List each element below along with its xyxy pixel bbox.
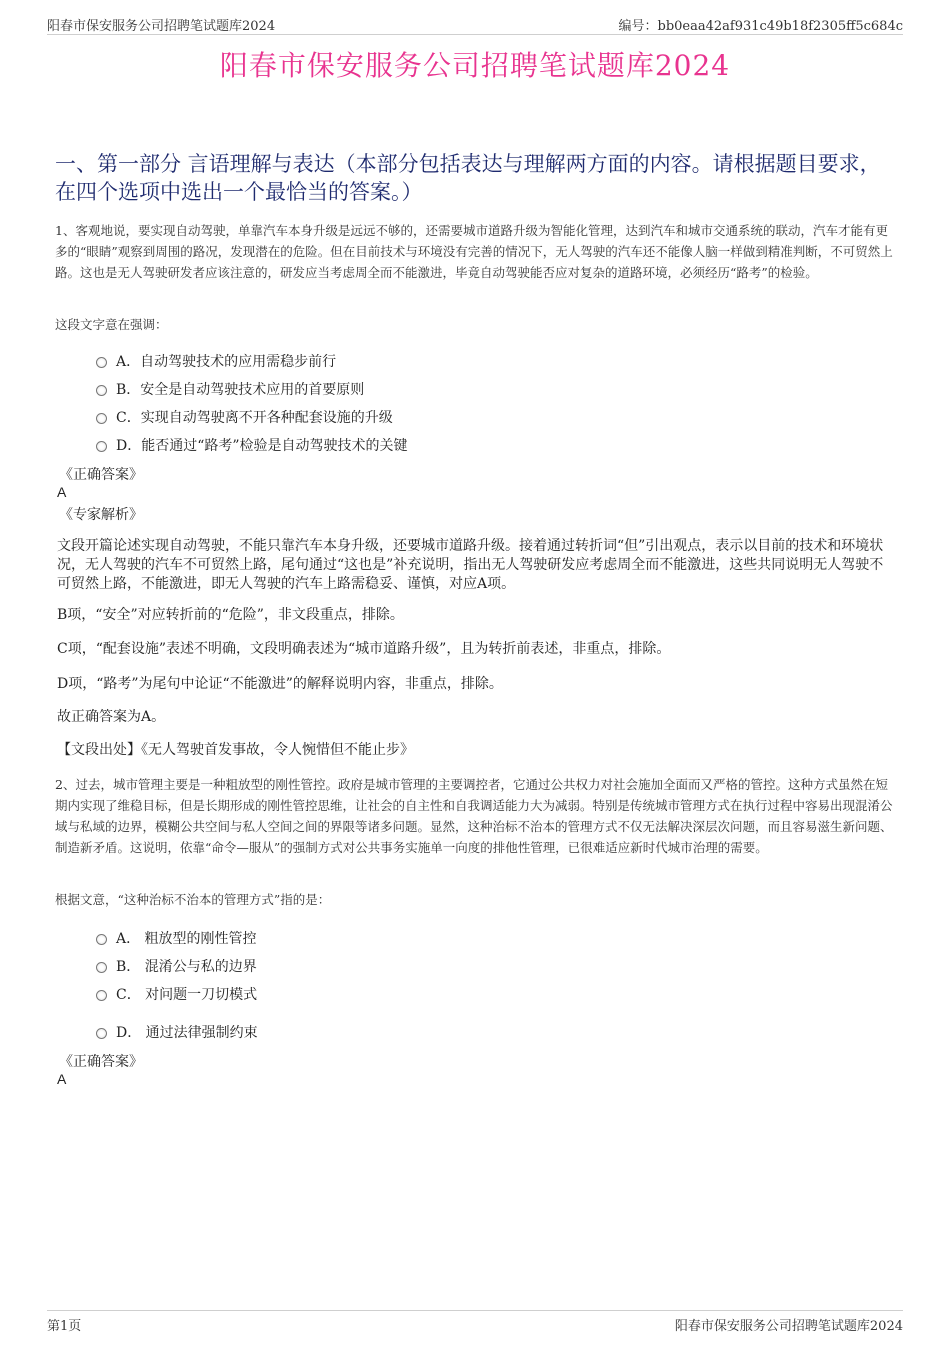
option-label: A． 粗放型的刚性管控 bbox=[116, 931, 257, 947]
header-left-title: 阳春市保安服务公司招聘笔试题库2024 bbox=[47, 19, 276, 34]
q1-option-d[interactable] bbox=[96, 435, 408, 455]
q2-option-c[interactable] bbox=[96, 984, 257, 1004]
option-label: D． 通过法律强制约束 bbox=[116, 1025, 258, 1041]
radio-icon[interactable] bbox=[96, 441, 107, 452]
section-heading: 一、第一部分 言语理解与表达（本部分包括表达与理解两方面的内容。请根据题目要求，在四个选项中选出一个最恰当的答案。） bbox=[55, 152, 881, 204]
q2-option-a[interactable] bbox=[96, 928, 257, 948]
q1-answer: A bbox=[57, 484, 67, 500]
option-label: B． 混淆公与私的边界 bbox=[116, 959, 257, 975]
q1-option-b[interactable] bbox=[96, 379, 364, 399]
q1-analysis-label: 《专家解析》 bbox=[59, 507, 143, 523]
footer-page-number: 第1页 bbox=[47, 1319, 82, 1334]
footer-title: 阳春市保安服务公司招聘笔试题库2024 bbox=[674, 1319, 903, 1334]
radio-icon[interactable] bbox=[96, 385, 107, 396]
page-header bbox=[47, 14, 903, 35]
header-document-id: 编号：bb0eaa42af931c49b18f2305ff5c684c bbox=[618, 19, 903, 34]
radio-icon[interactable] bbox=[96, 990, 107, 1001]
q1-source: 【文段出处】《无人驾驶首发事故，令人惋惜但不能止步》 bbox=[57, 742, 414, 758]
q1-analysis-paragraph: D项，“路考”为尾句中论证“不能激进”的解释说明内容，非重点，排除。 bbox=[57, 676, 503, 692]
radio-icon[interactable] bbox=[96, 357, 107, 368]
q2-answer-label: 《正确答案》 bbox=[59, 1054, 143, 1070]
q1-option-c[interactable] bbox=[96, 407, 393, 427]
q2-answer: A bbox=[57, 1071, 67, 1087]
radio-icon[interactable] bbox=[96, 1028, 107, 1039]
question-2-ask: 根据文意，“这种治标不治本的管理方式”指的是： bbox=[55, 892, 331, 907]
option-label: A．自动驾驶技术的应用需稳步前行 bbox=[116, 354, 337, 370]
q1-analysis-paragraph: 故正确答案为A。 bbox=[57, 709, 166, 725]
q2-option-b[interactable] bbox=[96, 956, 257, 976]
q2-option-d[interactable] bbox=[96, 1022, 258, 1042]
question-1-ask: 这段文字意在强调： bbox=[55, 317, 168, 332]
q1-analysis-paragraph: B项，“安全”对应转折前的“危险”，非文段重点，排除。 bbox=[57, 607, 404, 623]
q1-answer-label: 《正确答案》 bbox=[59, 467, 143, 483]
option-label: B．安全是自动驾驶技术应用的首要原则 bbox=[116, 382, 365, 398]
radio-icon[interactable] bbox=[96, 934, 107, 945]
q1-analysis-paragraph: 文段开篇论述实现自动驾驶，不能只靠汽车本身升级，还要城市道路升级。接着通过转折词“但”引出观点，表示以目前的技术和环境状况，无人驾驶的汽车不可贸然上路，尾句通过“这也是”补充说明，指出无人驾驶研发应考虑周全而不能激进，这些共同说明无人驾驶不可贸然上路，不能激进，即无人驾驶的汽车上路需稳妥、谨慎，对应A项。 bbox=[57, 538, 884, 592]
option-label: C．实现自动驾驶离不开各种配套设施的升级 bbox=[116, 410, 393, 426]
page-title: 阳春市保安服务公司招聘笔试题库2024 bbox=[219, 49, 731, 82]
q1-analysis-paragraph: C项，“配套设施”表述不明确，文段明确表述为“城市道路升级”，且为转折前表述，非重点，排除。 bbox=[57, 641, 671, 657]
radio-icon[interactable] bbox=[96, 413, 107, 424]
option-label: C． 对问题一刀切模式 bbox=[116, 987, 258, 1003]
radio-icon[interactable] bbox=[96, 962, 107, 973]
question-2-text: 2、过去，城市管理主要是一种粗放型的刚性管控。政府是城市管理的主要调控者，它通过公共权力对社会施加全面而又严格的管控。这种方式虽然在短期内实现了维稳目标，但是长期形成的刚性管控思维，让社会的自主性和自我调适能力大为减弱。特别是传统城市管理方式在执行过程中容易出现混淆公域与私域的边界，模糊公共空间与私人空间之间的界限等诸多问题。显然，这种治标不治本的管理方式不仅无法解决深层次问题，而且容易滋生新问题、制造新矛盾。这说明，依靠“命令—服从”的强制方式对公共事务实施单一向度的排他性管理，已很难适应新时代城市治理的需要。 bbox=[55, 777, 893, 855]
page-footer bbox=[47, 1310, 903, 1333]
question-1-text: 1、客观地说，要实现自动驾驶，单靠汽车本身升级是远远不够的，还需要城市道路升级为智能化管理，达到汽车和城市交通系统的联动，汽车才能有更多的“眼睛”观察到周围的路况，发现潜在的危险。但在目前技术与环境没有完善的情况下，无人驾驶的汽车还不能像人脑一样做到精准判断，不可贸然上路。这也是无人驾驶研发者应该注意的，研发应当考虑周全而不能激进，毕竟自动驾驶能否应对复杂的道路环境，必须经历“路考”的检验。 bbox=[55, 223, 893, 280]
option-label: D．能否通过“路考”检验是自动驾驶技术的关键 bbox=[116, 438, 408, 454]
q1-option-a[interactable] bbox=[96, 351, 336, 371]
